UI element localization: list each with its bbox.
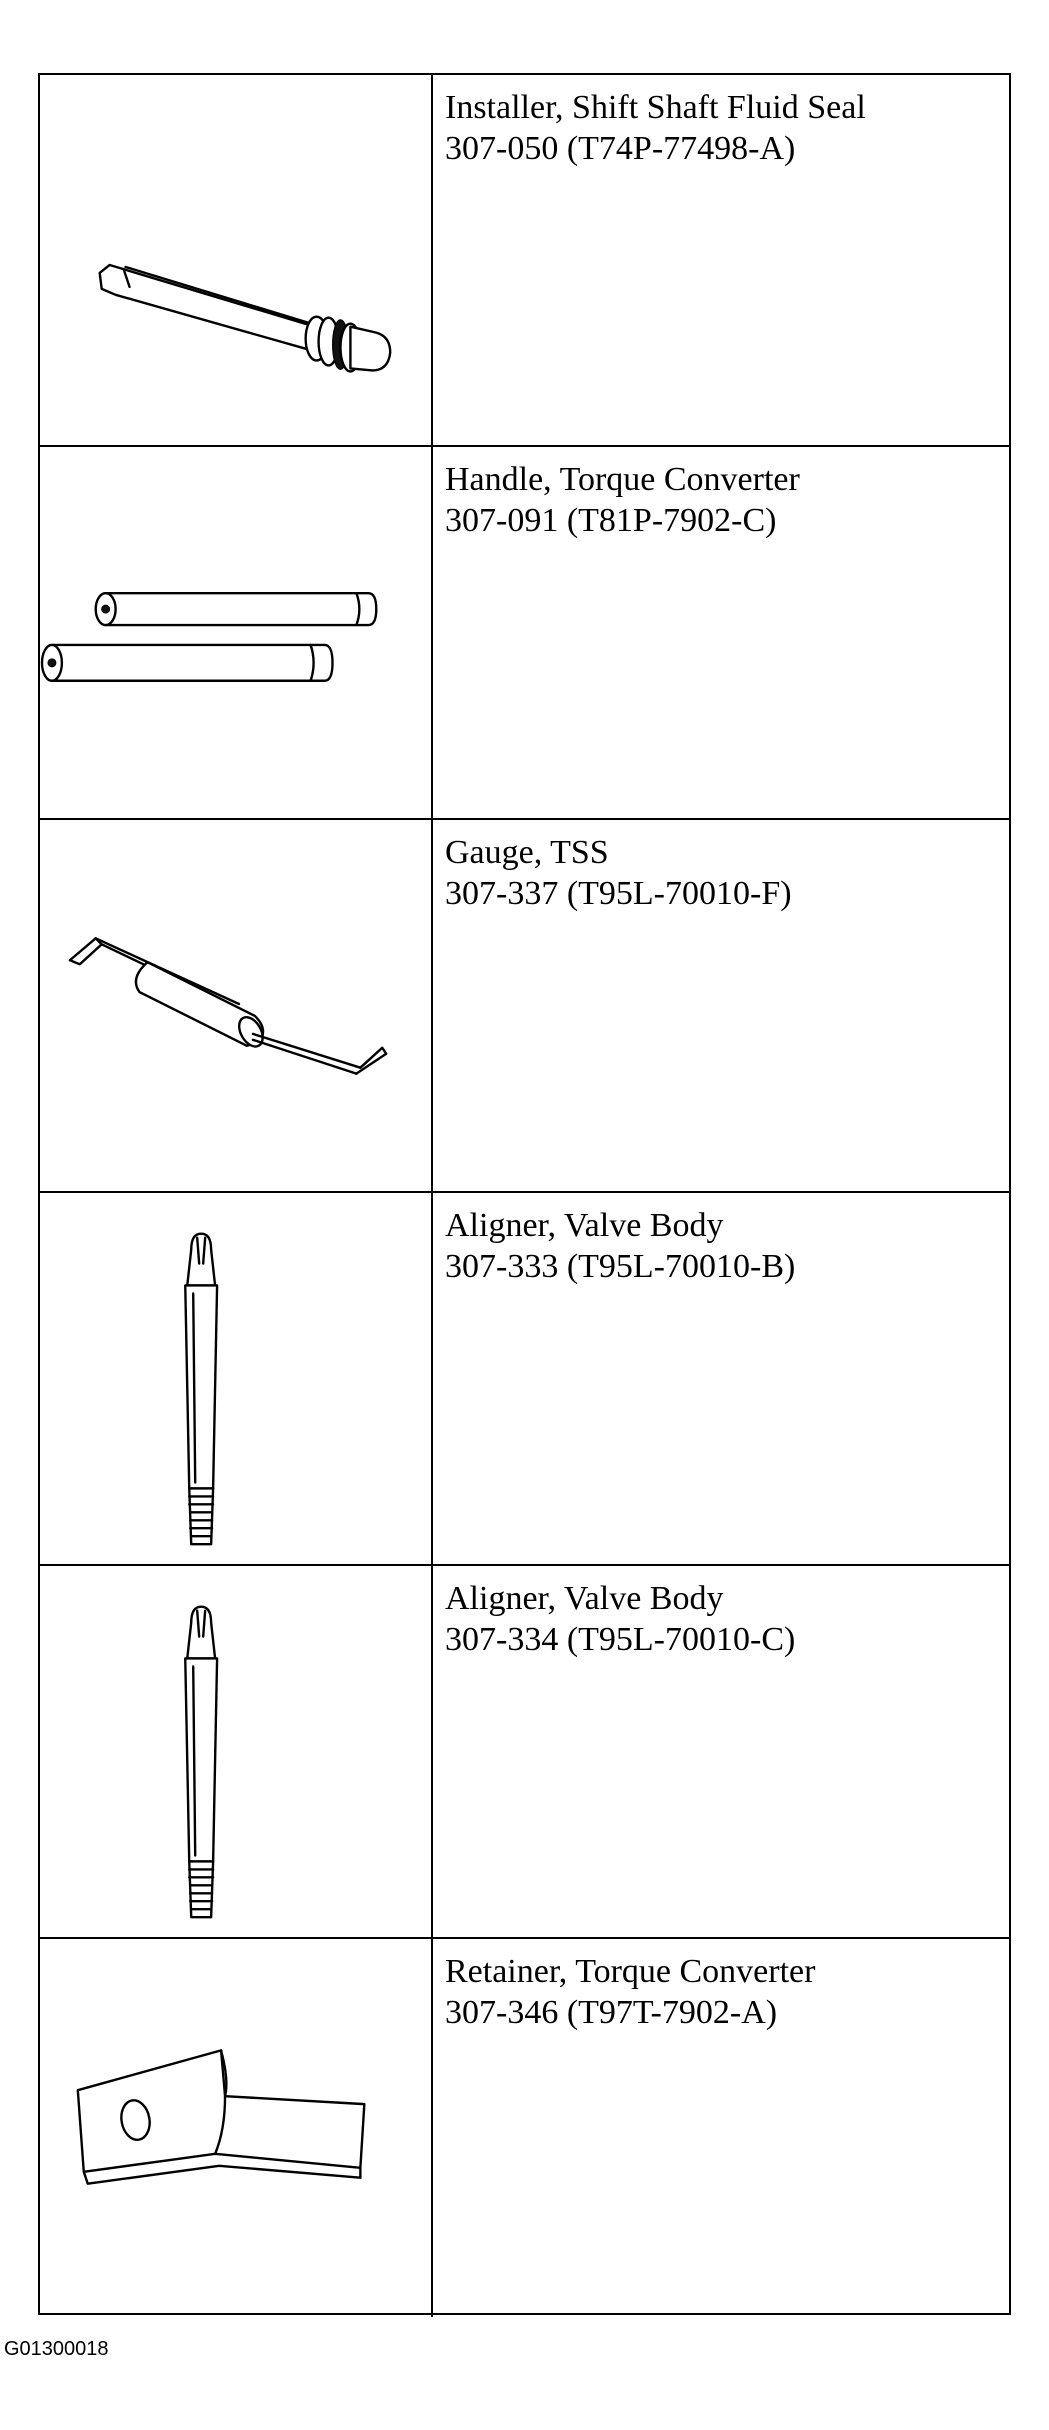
tool-row: [40, 1193, 1009, 1566]
tool-number: 307-334 (T95L-70010-C): [445, 1621, 796, 1658]
special-tools-table: [38, 73, 1011, 2315]
tool-description: [445, 459, 999, 541]
tss-gauge-icon: [40, 820, 431, 1191]
tool-number: 307-050 (T74P-77498-A): [445, 130, 796, 167]
shift-shaft-seal-installer-icon: [40, 75, 431, 445]
tool-number: 307-337 (T95L-70010-F): [445, 875, 792, 912]
tool-description: [445, 832, 999, 914]
tool-number: 307-091 (T81P-7902-C): [445, 502, 777, 539]
valve-body-aligner-icon: [40, 1566, 431, 1937]
tool-name: Retainer, Torque Converter: [445, 1953, 816, 1990]
tool-row: [40, 820, 1009, 1193]
tool-description: [445, 87, 999, 169]
tool-name: Installer, Shift Shaft Fluid Seal: [445, 89, 866, 126]
tool-illustration-cell: [40, 820, 433, 1191]
tool-illustration-cell: [40, 75, 433, 445]
tool-number: 307-333 (T95L-70010-B): [445, 1248, 796, 1285]
tool-illustration-cell: [40, 1193, 433, 1564]
tool-number: 307-346 (T97T-7902-A): [445, 1994, 778, 2031]
tool-row: [40, 1566, 1009, 1939]
tool-row: [40, 75, 1009, 447]
tool-description: [445, 1205, 999, 1287]
tool-illustration-cell: [40, 447, 433, 818]
tool-description: [445, 1951, 999, 2033]
tool-name: Aligner, Valve Body: [445, 1207, 724, 1244]
torque-converter-handle-icon: [40, 447, 431, 818]
figure-id: G01300018: [4, 2338, 109, 2360]
tool-row: [40, 1939, 1009, 2317]
tool-illustration-cell: [40, 1566, 433, 1937]
tool-illustration-cell: [40, 1939, 433, 2317]
tool-row: [40, 447, 1009, 820]
tool-name: Aligner, Valve Body: [445, 1580, 724, 1617]
torque-converter-retainer-icon: [40, 1939, 431, 2317]
tool-name: Gauge, TSS: [445, 834, 609, 871]
valve-body-aligner-icon: [40, 1193, 431, 1564]
tool-description: [445, 1578, 999, 1660]
tool-name: Handle, Torque Converter: [445, 461, 800, 498]
